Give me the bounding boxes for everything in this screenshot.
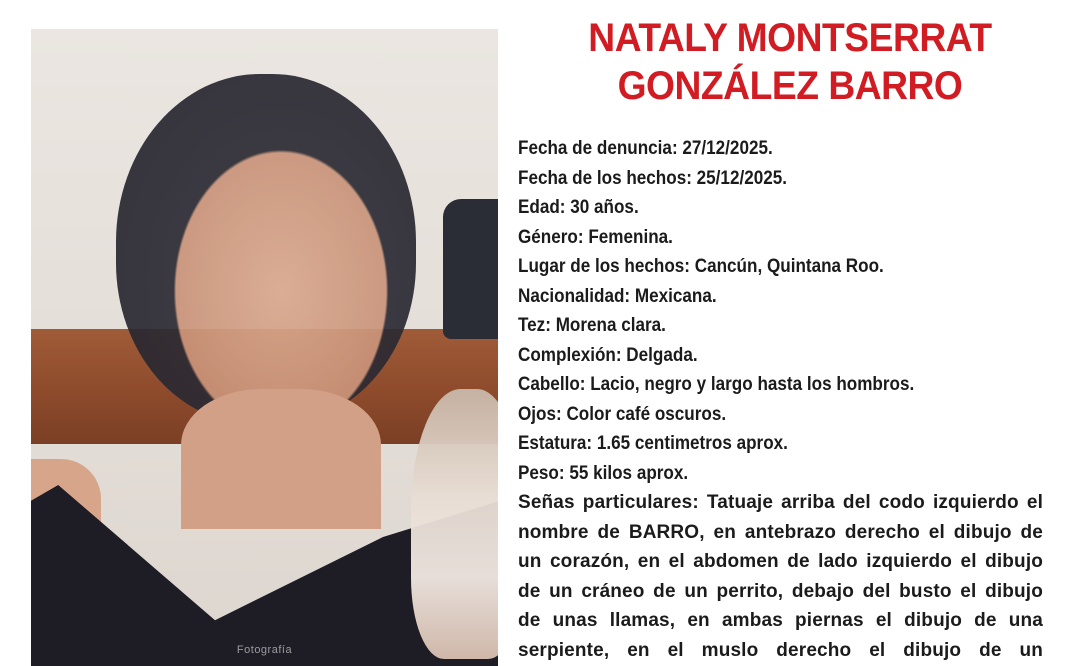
detail-fecha-hechos: Fecha de los hechos : 25/12/2025. <box>518 164 991 194</box>
photo-placeholder-label: Fotografía <box>236 644 293 656</box>
person-name-heading <box>539 14 1041 110</box>
photo-silhouette-neck <box>181 389 381 529</box>
detail-nacionalidad: Nacionalidad : Mexicana. <box>518 282 991 312</box>
photo-small-dog <box>411 389 498 659</box>
detail-estatura: Estatura : 1.65 centimetros aprox. <box>518 429 991 459</box>
detail-complexion: Complexión : Delgada. <box>518 341 991 371</box>
detail-lugar-hechos: Lugar de los hechos : Cancún, Quintana Roo. <box>518 252 991 282</box>
details-list <box>518 134 1043 665</box>
detail-genero: Género : Femenina. <box>518 223 991 253</box>
photo-dark-area <box>443 199 498 339</box>
detail-fecha-denuncia: Fecha de denuncia : 27/12/2025. <box>518 134 991 164</box>
detail-cabello: Cabello : Lacio, negro y largo hasta los hombros. <box>518 370 991 400</box>
detail-tez: Tez : Morena clara. <box>518 311 991 341</box>
name-line-1: NATALY MONTSERRAT <box>588 16 992 60</box>
detail-senas-particulares: Señas particulares : Tatuaje arriba del codo izquierdo el nombre de BARRO, en antebrazo derecho el dibujo de un corazón, en el abdomen de lado izquierdo el dibujo de un cráneo de un perrito, debajo del busto el dibujo de unas llamas, en ambas piernas el dibujo de una serpiente, en el muslo derecho el dibujo de un <box>518 488 1043 665</box>
person-photo-placeholder <box>31 29 498 666</box>
detail-peso: Peso : 55 kilos aprox. <box>518 459 991 489</box>
name-line-2: GONZÁLEZ BARRO <box>617 64 963 108</box>
photo-silhouette <box>116 74 416 424</box>
detail-ojos: Ojos : Color café oscuros. <box>518 400 991 430</box>
detail-edad: Edad : 30 años. <box>518 193 991 223</box>
